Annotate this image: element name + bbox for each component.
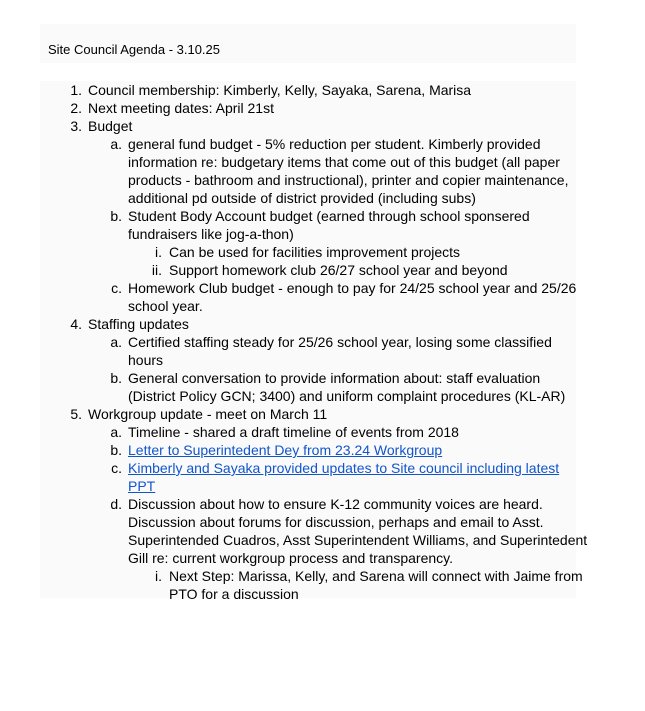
- item-text: PTO for a discussion: [169, 586, 299, 602]
- item-text: Can be used for facilities improvement projects: [169, 244, 461, 260]
- item-text: Budget: [88, 118, 133, 134]
- list-marker: a.: [110, 334, 122, 350]
- agenda-list: [40, 81, 588, 602]
- list-marker: 3.: [70, 118, 82, 134]
- list-marker: i.: [155, 568, 162, 584]
- list-marker: 2.: [70, 100, 82, 116]
- item-text: Council membership: Kimberly, Kelly, Sayaka, Sarena, Marisa: [88, 82, 472, 98]
- list-marker: 1.: [70, 82, 82, 98]
- item-text: Discussion about how to ensure K-12 community voices are heard.: [128, 496, 543, 512]
- item-text: Student Body Account budget (earned through school sponsered: [128, 208, 530, 224]
- item-text: Superintended Cuadros, Asst Superintendent Williams, and Superintedent: [128, 532, 588, 548]
- list-marker: 4.: [70, 316, 82, 332]
- item-text: Certified staffing steady for 25/26 school year, losing some classified: [128, 334, 552, 350]
- item-text: General conversation to provide information about: staff evaluation: [128, 370, 541, 386]
- list-marker: 5.: [70, 406, 82, 422]
- link-text[interactable]: PPT: [128, 478, 156, 494]
- list-marker: i.: [155, 244, 162, 260]
- list-marker: b.: [110, 370, 122, 386]
- item-text: general fund budget - 5% reduction per student. Kimberly provided: [128, 136, 541, 152]
- list-marker: d.: [110, 496, 122, 512]
- item-text: Gill re: current workgroup process and transparency.: [128, 550, 453, 566]
- list-marker: c.: [111, 280, 122, 296]
- list-marker: c.: [111, 460, 122, 476]
- item-text: Staffing updates: [88, 316, 189, 332]
- link-text[interactable]: Letter to Superintedent Dey from 23.24 Workgroup: [128, 442, 443, 458]
- item-text: Homework Club budget - enough to pay for 24/25 school year and 25/26: [128, 280, 577, 296]
- title-block: [40, 24, 576, 63]
- item-text: products - bathroom and instructional), printer and copier maintenance,: [128, 172, 569, 188]
- list-marker: ii.: [151, 262, 162, 278]
- item-text: (District Policy GCN; 3400) and uniform complaint procedures (KL-AR): [128, 388, 566, 404]
- item-text: Workgroup update - meet on March 11: [88, 406, 328, 422]
- item-text: Next Step: Marissa, Kelly, and Sarena will connect with Jaime from: [169, 568, 583, 584]
- item-text: fundraisers like jog-a-thon): [128, 226, 294, 242]
- item-text: Next meeting dates: April 21st: [88, 100, 274, 116]
- item-text: information re: budgetary items that come out of this budget (all paper: [128, 154, 560, 170]
- list-marker: a.: [110, 424, 122, 440]
- list-marker: a.: [110, 136, 122, 152]
- list-marker: b.: [110, 442, 122, 458]
- item-text: Discussion about forums for discussion, perhaps and email to Asst.: [128, 514, 544, 530]
- item-text: additional pd outside of district provided (including subs): [128, 190, 476, 206]
- document-title: Site Council Agenda - 3.10.25: [48, 42, 221, 57]
- item-text: hours: [128, 352, 164, 368]
- item-text: Timeline - shared a draft timeline of events from 2018: [128, 424, 459, 440]
- item-text: school year.: [128, 298, 203, 314]
- link-text[interactable]: Kimberly and Sayaka provided updates to Site council including latest: [128, 460, 560, 476]
- item-text: Support homework club 26/27 school year and beyond: [169, 262, 508, 278]
- list-marker: b.: [110, 208, 122, 224]
